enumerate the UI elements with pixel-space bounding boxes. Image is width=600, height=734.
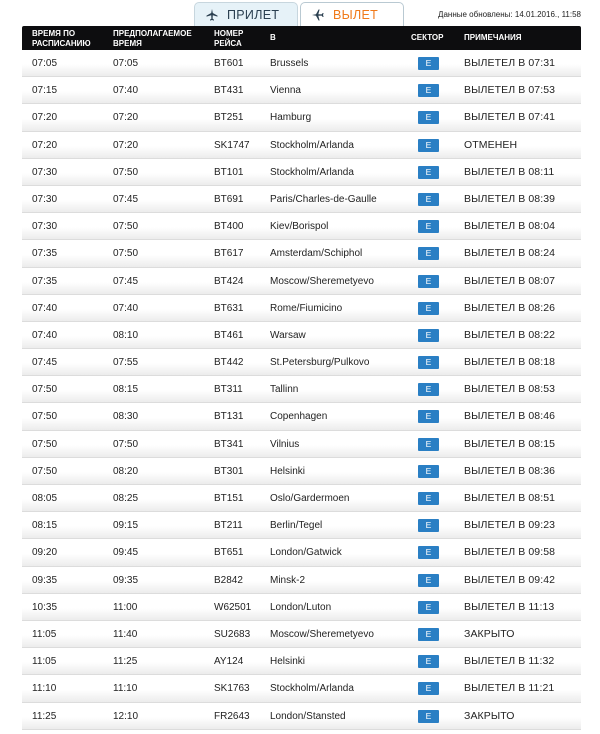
scheduled-time: 07:35	[32, 248, 58, 260]
tab-departures-label: ВЫЛЕТ	[333, 7, 379, 22]
estimated-time: 09:15	[113, 520, 139, 532]
flight-number: BT601	[214, 58, 244, 69]
sector-badge: E	[418, 166, 439, 179]
scheduled-time: 07:05	[32, 58, 58, 69]
sector-badge: E	[418, 601, 439, 614]
destination: London/Gatwick	[270, 547, 342, 559]
flight-status: ВЫЛЕТЕЛ В 09:23	[464, 519, 556, 532]
table-header	[22, 26, 581, 50]
destination: Berlin/Tegel	[270, 520, 323, 532]
table-row	[22, 567, 581, 594]
flight-status: ВЫЛЕТЕЛ В 07:41	[464, 111, 556, 124]
sector-badge: E	[418, 465, 439, 478]
scheduled-time: 07:20	[32, 139, 58, 151]
flight-number: BT211	[214, 520, 243, 532]
flight-status: ВЫЛЕТЕЛ В 07:53	[464, 84, 556, 97]
estimated-time: 07:45	[113, 193, 139, 205]
scheduled-time: 07:40	[32, 329, 58, 341]
flight-number: SK1763	[214, 683, 250, 695]
flight-status: ВЫЛЕТЕЛ В 08:53	[464, 383, 556, 396]
sector-badge: E	[418, 492, 439, 505]
scheduled-time: 07:35	[32, 275, 58, 287]
departures-board	[22, 26, 581, 730]
scheduled-time: 08:15	[32, 520, 58, 532]
destination: Vilnius	[270, 438, 300, 450]
table-row	[22, 213, 581, 240]
flight-number: SU2683	[214, 628, 251, 640]
destination: Rome/Fiumicino	[270, 302, 343, 314]
flight-number: BT431	[214, 85, 244, 97]
scheduled-time: 07:50	[32, 438, 58, 450]
table-row	[22, 77, 581, 104]
col-destination: В	[270, 33, 276, 42]
table-row	[22, 186, 581, 213]
destination: Stockholm/Arlanda	[270, 683, 354, 695]
table-row	[22, 703, 581, 730]
col-sector: СЕКТОР	[411, 33, 444, 42]
flight-number: AY124	[214, 656, 244, 668]
table-row	[22, 675, 581, 702]
sector-badge: E	[418, 247, 439, 260]
flight-status: ВЫЛЕТЕЛ В 08:07	[464, 274, 556, 287]
table-row	[22, 648, 581, 675]
sector-badge: E	[418, 193, 439, 206]
destination: Tallinn	[270, 384, 299, 396]
destination: London/Stansted	[270, 710, 346, 722]
table-row	[22, 322, 581, 349]
flight-number: BT341	[214, 438, 244, 450]
flight-number: BT131	[214, 411, 244, 423]
flight-status: ВЫЛЕТЕЛ В 08:18	[464, 356, 556, 369]
sector-badge: E	[418, 220, 439, 233]
flight-number: BT424	[214, 275, 244, 287]
scheduled-time: 11:05	[32, 656, 57, 668]
flight-status: ВЫЛЕТЕЛ В 08:46	[464, 410, 556, 423]
table-row	[22, 403, 581, 430]
scheduled-time: 07:50	[32, 411, 58, 423]
flight-number: BT301	[214, 465, 244, 477]
table-row	[22, 594, 581, 621]
flight-status: ВЫЛЕТЕЛ В 08:51	[464, 492, 556, 504]
scheduled-time: 08:05	[32, 493, 58, 504]
flight-number: B2842	[214, 574, 243, 586]
estimated-time: 07:45	[113, 275, 139, 287]
flight-status: ВЫЛЕТЕЛ В 08:36	[464, 464, 556, 477]
sector-badge: E	[418, 84, 439, 97]
scheduled-time: 07:15	[32, 85, 58, 97]
flight-number: BT251	[214, 112, 244, 124]
estimated-time: 09:45	[113, 547, 139, 559]
col-estimated: ПРЕДПОЛАГАЕМОЕ ВРЕМЯ	[113, 29, 192, 48]
scheduled-time: 11:25	[32, 710, 57, 722]
flight-status: ВЫЛЕТЕЛ В 08:11	[464, 165, 555, 178]
flight-status: ВЫЛЕТЕЛ В 11:21	[464, 682, 555, 695]
flight-number: SK1747	[214, 139, 250, 151]
estimated-time: 07:50	[113, 166, 139, 178]
estimated-time: 07:40	[113, 85, 139, 97]
sector-badge: E	[418, 383, 439, 396]
destination: Hamburg	[270, 112, 312, 124]
flight-number: BT461	[214, 329, 244, 341]
estimated-time: 08:15	[113, 384, 139, 396]
destination: Moscow/Sheremetyevo	[270, 628, 374, 640]
destination: Minsk-2	[270, 574, 306, 586]
destination: Copenhagen	[270, 411, 328, 423]
table-row	[22, 349, 581, 376]
flight-number: BT691	[214, 193, 244, 205]
table-row	[22, 458, 581, 485]
estimated-time: 07:50	[113, 438, 139, 450]
table-row	[22, 539, 581, 566]
table-row	[22, 376, 581, 403]
estimated-time: 11:10	[113, 683, 138, 695]
sector-badge: E	[418, 57, 439, 70]
table-row	[22, 621, 581, 648]
sector-badge: E	[418, 438, 439, 451]
destination: Moscow/Sheremetyevo	[270, 275, 374, 287]
flight-status: ВЫЛЕТЕЛ В 11:32	[464, 655, 555, 668]
estimated-time: 09:35	[113, 574, 139, 586]
flight-number: BT311	[214, 384, 243, 396]
destination: Paris/Charles-de-Gaulle	[270, 193, 377, 205]
sector-badge: E	[418, 302, 439, 315]
scheduled-time: 07:50	[32, 465, 58, 477]
sector-badge: E	[418, 275, 439, 288]
estimated-time: 07:20	[113, 139, 139, 151]
flight-number: BT151	[214, 493, 244, 504]
sector-badge: E	[418, 546, 439, 559]
scheduled-time: 07:30	[32, 221, 58, 233]
flight-status: ЗАКРЫТО	[464, 709, 515, 722]
flight-number: BT651	[214, 547, 244, 559]
sector-badge: E	[418, 410, 439, 423]
flight-status: ВЫЛЕТЕЛ В 08:26	[464, 301, 556, 314]
scheduled-time: 07:45	[32, 357, 58, 369]
flight-status: ВЫЛЕТЕЛ В 08:22	[464, 328, 556, 341]
sector-badge: E	[418, 111, 439, 124]
scheduled-time: 09:35	[32, 574, 58, 586]
plane-arrival-icon	[205, 8, 219, 22]
estimated-time: 08:10	[113, 329, 139, 341]
destination: Kiev/Borispol	[270, 221, 329, 233]
estimated-time: 08:20	[113, 465, 139, 477]
flight-number: FR2643	[214, 710, 250, 722]
table-row	[22, 485, 581, 512]
scheduled-time: 09:20	[32, 547, 58, 559]
flight-status: ОТМЕНЕН	[464, 138, 518, 151]
tab-arrivals[interactable]	[194, 2, 298, 26]
flight-number: BT617	[214, 248, 244, 260]
flight-number: W62501	[214, 601, 252, 613]
sector-badge: E	[418, 710, 439, 723]
estimated-time: 07:50	[113, 248, 139, 260]
last-updated: Данные обновлены: 14.01.2016., 11:58	[438, 10, 581, 19]
scheduled-time: 11:10	[32, 683, 57, 695]
sector-badge: E	[418, 356, 439, 369]
table-row	[22, 512, 581, 539]
table-row	[22, 240, 581, 267]
sector-badge: E	[418, 329, 439, 342]
table-row	[22, 50, 581, 77]
scheduled-time: 07:20	[32, 112, 58, 124]
sector-badge: E	[418, 574, 439, 587]
table-row	[22, 132, 581, 159]
destination: St.Petersburg/Pulkovo	[270, 357, 370, 369]
estimated-time: 07:50	[113, 221, 139, 233]
flight-status: ВЫЛЕТЕЛ В 08:04	[464, 220, 556, 233]
tab-departures[interactable]	[300, 2, 404, 26]
estimated-time: 11:00	[113, 601, 138, 613]
sector-badge: E	[418, 655, 439, 668]
destination: Vienna	[270, 85, 301, 97]
sector-badge: E	[418, 139, 439, 152]
destination: Warsaw	[270, 329, 306, 341]
estimated-time: 07:20	[113, 112, 139, 124]
flight-number: BT631	[214, 302, 244, 314]
table-row	[22, 295, 581, 322]
sector-badge: E	[418, 519, 439, 532]
destination: Helsinki	[270, 465, 306, 477]
table-row	[22, 431, 581, 458]
table-row	[22, 268, 581, 295]
estimated-time: 08:30	[113, 411, 139, 423]
scheduled-time: 07:50	[32, 384, 58, 396]
flight-status: ВЫЛЕТЕЛ В 08:39	[464, 192, 556, 205]
scheduled-time: 07:30	[32, 193, 58, 205]
flight-number: BT442	[214, 357, 244, 369]
flight-status: ВЫЛЕТЕЛ В 07:31	[464, 57, 556, 69]
flight-number: BT400	[214, 221, 244, 233]
estimated-time: 07:05	[113, 58, 139, 69]
flight-status: ВЫЛЕТЕЛ В 08:15	[464, 437, 556, 450]
estimated-time: 07:55	[113, 357, 139, 369]
flight-number: BT101	[214, 166, 244, 178]
estimated-time: 12:10	[113, 710, 139, 722]
table-row	[22, 104, 581, 131]
flight-list	[22, 50, 581, 730]
destination: Helsinki	[270, 656, 306, 668]
tab-arrivals-label: ПРИЛЕТ	[227, 7, 280, 22]
top-bar	[0, 0, 600, 26]
scheduled-time: 11:05	[32, 628, 57, 640]
estimated-time: 11:25	[113, 656, 138, 668]
estimated-time: 11:40	[113, 628, 138, 640]
destination: Oslo/Gardermoen	[270, 493, 350, 504]
scheduled-time: 07:30	[32, 166, 58, 178]
scheduled-time: 10:35	[32, 601, 58, 613]
destination: Stockholm/Arlanda	[270, 139, 354, 151]
table-row	[22, 159, 581, 186]
estimated-time: 07:40	[113, 302, 139, 314]
sector-badge: E	[418, 682, 439, 695]
plane-departure-icon	[311, 8, 325, 22]
estimated-time: 08:25	[113, 493, 139, 504]
flight-status: ЗАКРЫТО	[464, 627, 515, 640]
scheduled-time: 07:40	[32, 302, 58, 314]
flight-status: ВЫЛЕТЕЛ В 09:58	[464, 546, 556, 559]
col-notes: ПРИМЕЧАНИЯ	[464, 33, 522, 42]
destination: Stockholm/Arlanda	[270, 166, 354, 178]
flight-status: ВЫЛЕТЕЛ В 11:13	[464, 600, 555, 613]
flight-status: ВЫЛЕТЕЛ В 08:24	[464, 247, 556, 260]
sector-badge: E	[418, 628, 439, 641]
col-scheduled: ВРЕМЯ ПО РАСПИСАНИЮ	[32, 29, 91, 48]
destination: Brussels	[270, 58, 309, 69]
flight-status: ВЫЛЕТЕЛ В 09:42	[464, 573, 556, 586]
col-flight: НОМЕР РЕЙСА	[214, 29, 244, 48]
destination: Amsterdam/Schiphol	[270, 248, 363, 260]
destination: London/Luton	[270, 601, 332, 613]
